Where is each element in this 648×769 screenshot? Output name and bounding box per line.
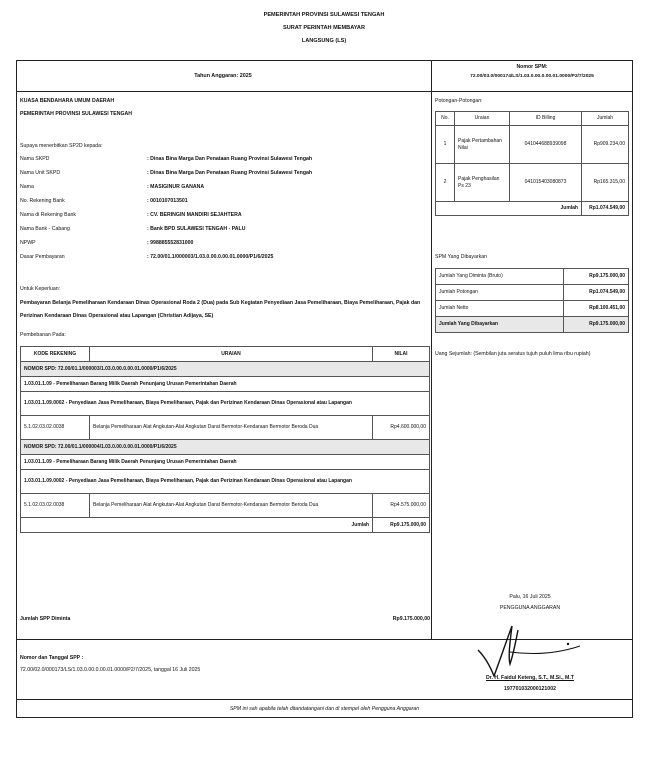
field-key: Nama xyxy=(20,184,34,190)
program-row: 1.03.01.1.09 - Pemeliharaan Barang Milik Daerah Penunjang Urusan Pemerintahan Daerah xyxy=(21,455,430,470)
potongan-table xyxy=(435,111,629,216)
jumlah-value: Rp9.175.000,00 xyxy=(373,518,430,533)
col-no: No. xyxy=(436,112,455,126)
uraian-cell: Pajak Penghasilan Ps 23 xyxy=(455,164,510,202)
nomor-spp: 72.00/02.0/000173/LS/1.03.0.00.0.00.01.0000/P2/7/2025, tanggal 16 Juli 2025 xyxy=(20,667,201,673)
spp-value: Rp9.175.000,00 xyxy=(392,616,430,622)
field-key: Nama di Rekening Bank xyxy=(20,212,76,218)
pemerintah-provinsi: PEMERINTAH PROVINSI SULAWESI TENGAH xyxy=(20,111,133,117)
rekening-table xyxy=(20,346,430,533)
nilai-cell: Rp4.575.000,00 xyxy=(373,494,430,518)
ttd-name: Dr. H. Faidul Keteng, S.T., M.Si., M.T xyxy=(486,675,574,681)
field-value: : 72.00/01.1/000003/1.03.0.00.0.00.01.0000/P1/6/2025 xyxy=(147,254,274,260)
dibayarkan-value: Rp9.175.000,00 xyxy=(564,269,629,285)
field-nama xyxy=(20,184,430,195)
dibayarkan-value: Rp8.100.451,00 xyxy=(564,301,629,317)
field-key: Nama Unit SKPD xyxy=(20,170,61,176)
field-nama-rekening xyxy=(20,212,430,223)
kode-cell: 5.1.02.03.02.0038 xyxy=(21,416,90,440)
table-row xyxy=(436,164,629,202)
nomor-spm: 72.00/03.0/000174/LS/1.03.0.00.0.00.01.0000/P2/7/2025 xyxy=(470,74,594,79)
col-jumlah: Jumlah xyxy=(582,112,629,126)
nomor-spm-label: Nomor SPM: xyxy=(516,64,548,70)
dibayarkan-label: SPM Yang Dibayarkan xyxy=(435,254,487,260)
nilai-cell: Rp4.600.000,00 xyxy=(373,416,430,440)
header-line-1: PEMERINTAH PROVINSI SULAWESI TENGAH xyxy=(263,12,385,18)
col-nilai: NILAI xyxy=(373,347,430,362)
header-line-3: LANGSUNG (LS) xyxy=(301,38,347,44)
dibayarkan-value: Rp1.074.549,00 xyxy=(564,285,629,301)
field-value: : Dinas Bina Marga Dan Penataan Ruang Provinsi Sulawesi Tengah xyxy=(147,170,313,176)
field-nama-skpd xyxy=(20,156,430,167)
field-key: NPWP xyxy=(20,240,36,246)
ttd-role: PENGGUNA ANGGARAN xyxy=(499,605,561,611)
field-value: : Bank BPD SULAWESI TENGAH - PALU xyxy=(147,226,246,232)
uraian-cell: Belanja Pemeliharaan Alat Angkutan-Alat Angkutan Darat Bermotor-Kendaraan Bermotor Beroda Dua xyxy=(90,494,373,518)
field-value: : 0010107013501 xyxy=(147,198,188,204)
untuk-keperluan-label: Untuk Keperluan: xyxy=(20,286,61,292)
program-row: 1.03.01.1.09 - Pemeliharaan Barang Milik Daerah Penunjang Urusan Pemerintahan Daerah xyxy=(21,377,430,392)
pembebanan-label: Pembebanan Pada: xyxy=(20,332,66,338)
dibayarkan-value: Rp9.175.000,00 xyxy=(564,317,629,333)
spd-row: NOMOR SPD: 72.00/01.1/000004/1.03.0.00.0.00.01.0000/P1/6/2025 xyxy=(21,440,430,455)
field-nama-unit-skpd xyxy=(20,170,430,181)
field-key: Nama SKPD xyxy=(20,156,50,162)
field-key: Nama Bank - Cabang xyxy=(20,226,70,232)
uang-sejumlah: Uang Sejumlah: (Sembilan juta seratus tujuh puluh lima ribu rupiah) xyxy=(435,351,591,357)
spp-label: Jumlah SPP Diminta xyxy=(20,616,71,622)
col-kode-rekening: KODE REKENING xyxy=(21,347,90,362)
kegiatan-row: 1.03.01.1.09.0002 - Penyediaan Jasa Pemeliharaan, Biaya Pemeliharaan, Pajak dan Perizinan Kendaraan Dinas Operasional atau Lapangan xyxy=(21,470,430,494)
uraian-cell: Belanja Pemeliharaan Alat Angkutan-Alat Angkutan Darat Bermotor-Kendaraan Bermotor Beroda Dua xyxy=(90,416,373,440)
table-row xyxy=(436,126,629,164)
dibayarkan-table xyxy=(435,268,629,333)
id-billing-cell: 041015403080873 xyxy=(510,164,582,202)
dibayarkan-key: Jumlah Netto xyxy=(436,301,564,317)
uraian-cell: Pajak Pertambahan Nilai xyxy=(455,126,510,164)
dibayarkan-key: Jumlah Yang Dibayarkan xyxy=(436,317,564,333)
potongan-jumlah-label: Jumlah xyxy=(436,202,582,216)
untuk-keperluan-text: Pembayaran Belanja Pemeliharaan Kendaraan Dinas Operasional Roda 2 (Dua) pada Sub Kegiatan Penyediaan Jasa Pemeliharaan, Biaya Pemeliharaan, Pajak dan Perizinan Kendaraan Dinas Operasional atau Lapangan (Christian Adijaya, SE) xyxy=(20,300,421,319)
field-value: : Dinas Bina Marga Dan Penataan Ruang Provinsi Sulawesi Tengah xyxy=(147,156,313,162)
tahun-anggaran: Tahun Anggaran: 2025 xyxy=(194,73,252,79)
field-nama-bank xyxy=(20,226,430,237)
kode-cell: 5.1.02.03.02.0038 xyxy=(21,494,90,518)
field-dasar-pembayaran xyxy=(20,254,430,265)
nomor-spp-label: Nomor dan Tanggal SPP : xyxy=(20,655,84,661)
supaya-label: Supaya menerbitkan SP2D kepada: xyxy=(20,143,103,149)
table-row xyxy=(21,416,430,440)
field-npwp xyxy=(20,240,430,251)
jumlah-label: Jumlah xyxy=(21,518,373,533)
field-value: : MASIGINUR GANANA xyxy=(147,184,205,190)
jumlah-cell: Rp165.315,00 xyxy=(582,164,629,202)
field-no-rekening xyxy=(20,198,430,209)
spd-row: NOMOR SPD: 72.00/01.1/000003/1.03.0.00.0.00.01.0000/P1/6/2025 xyxy=(21,362,430,377)
signature-image xyxy=(470,612,590,680)
field-value: : 998885552831000 xyxy=(147,240,194,246)
ttd-place-date: Palu, 16 Juli 2025 xyxy=(509,594,551,600)
field-value: : CV. BERINGIN MANDIRI SEJAHTERA xyxy=(147,212,242,218)
dibayarkan-key: Jumlah Yang Diminta (Bruto) xyxy=(436,269,564,285)
dibayarkan-key: Jumlah Potongan xyxy=(436,285,564,301)
header-line-2: SURAT PERINTAH MEMBAYAR xyxy=(282,25,366,31)
jumlah-cell: Rp909.234,00 xyxy=(582,126,629,164)
field-key: No. Rekening Bank xyxy=(20,198,65,204)
field-key: Dasar Pembayaran xyxy=(20,254,65,260)
col-uraian: Uraian xyxy=(455,112,510,126)
no-cell: 1 xyxy=(436,126,455,164)
potongan-label: Potongan-Potongan: xyxy=(435,98,483,104)
potongan-jumlah-value: Rp1.074.549,00 xyxy=(582,202,629,216)
table-row xyxy=(21,494,430,518)
col-uraian: URAIAN xyxy=(90,347,373,362)
col-id-billing: ID Billing xyxy=(510,112,582,126)
kegiatan-row: 1.03.01.1.09.0002 - Penyediaan Jasa Pemeliharaan, Biaya Pemeliharaan, Pajak dan Perizinan Kendaraan Dinas Operasional atau Lapangan xyxy=(21,392,430,416)
no-cell: 2 xyxy=(436,164,455,202)
footer-note: SPM ini sah apabila telah ditandatangani dan di stempel oleh Pengguna Anggaran xyxy=(229,706,420,712)
ttd-nip: 197701032000121002 xyxy=(504,686,556,692)
id-billing-cell: 041044688939098 xyxy=(510,126,582,164)
kuasa-bendahara: KUASA BENDAHARA UMUM DAERAH xyxy=(20,98,115,104)
